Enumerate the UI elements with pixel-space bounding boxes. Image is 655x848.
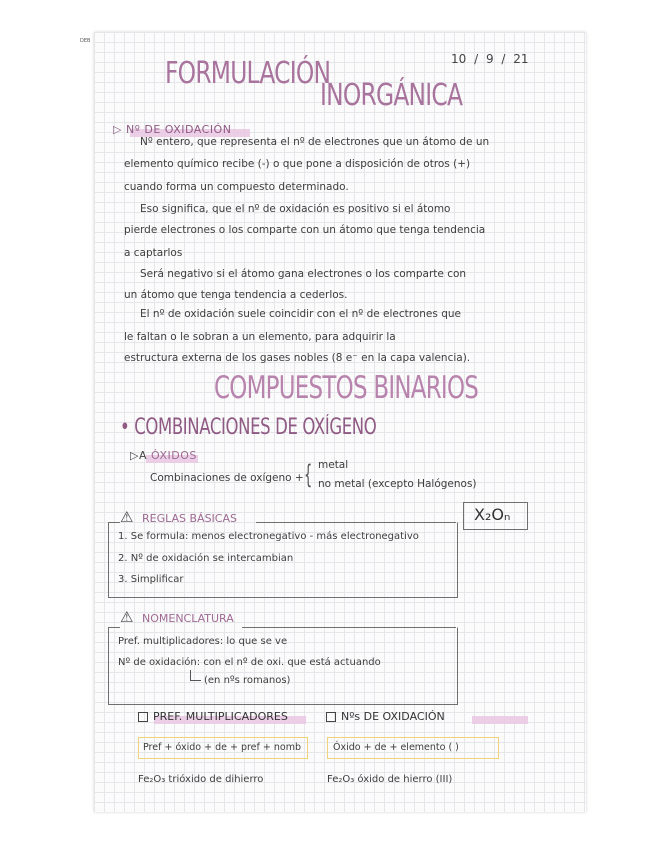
nomenclatura-line: Nº de oxidación: con el nº de oxi. que está actuando: [118, 657, 381, 668]
corner-mark: DEB: [80, 38, 91, 44]
oxidacion-line: El nº de oxidación suele coincidir con el nº de electrones que: [140, 308, 461, 320]
reglas-box-top-left: [108, 522, 120, 523]
right-column-heading-text: Nºs DE OXIDACIÓN: [341, 710, 445, 723]
binarios-title: COMPUESTOS BINARIOS: [214, 370, 479, 406]
oxidacion-line: pierde electrones o los comparte con un átomo que tenga tendencia: [124, 224, 486, 236]
nomenclatura-line: (en nºs romanos): [204, 675, 291, 686]
nomenclatura-line: Pref. multiplicadores: lo que se ve: [118, 636, 288, 647]
nomenclatura-box-top-right: [242, 627, 456, 628]
nomenclatura-heading: NOMENCLATURA: [142, 612, 234, 625]
warning-icon: ⚠: [120, 608, 134, 626]
right-column-heading: [326, 710, 445, 723]
date: 10 / 9 / 21: [451, 52, 529, 66]
warning-icon: ⚠: [120, 508, 134, 526]
brace-icon: {: [304, 460, 313, 490]
right-formula: Óxido + de + elemento ( ): [333, 742, 459, 753]
oxidacion-line: estructura externa de los gases nobles (8 e⁻ en la capa valencia).: [124, 352, 471, 364]
left-column-heading-text: PREF. MULTIPLICADORES: [153, 710, 288, 723]
triangle-marker-icon: ▷A: [130, 449, 147, 462]
regla-item: 1. Se formula: menos electronegativo - más electronegativo: [118, 531, 419, 542]
left-column-heading: [138, 710, 288, 723]
oxidos-heading-text: ÓXIDOS: [150, 449, 197, 462]
checkbox-icon: [326, 712, 336, 722]
oxidacion-heading: [113, 123, 231, 136]
checkbox-icon: [138, 712, 148, 722]
left-example: Fe₂O₃ trióxido de dihierro: [138, 774, 264, 785]
right-example: Fe₂O₃ óxido de hierro (III): [327, 774, 453, 785]
title-line2: INORGÁNICA: [320, 78, 463, 113]
nomenclatura-box-top-left: [108, 627, 120, 628]
reglas-box-top-right: [256, 522, 456, 523]
oxidacion-heading-text: Nº DE OXIDACIÓN: [125, 123, 232, 136]
triangle-marker-icon: ▷: [113, 123, 122, 136]
oxidacion-line: un átomo que tenga tendencia a cederlos.: [124, 289, 348, 301]
oxidacion-line: cuando forma un compuesto determinado.: [124, 181, 349, 193]
branch-metal: metal: [318, 459, 349, 471]
oxidacion-line: elemento químico recibe (-) o que pone a disposición de otros (+): [124, 158, 471, 170]
regla-item: 2. Nº de oxidación se intercambian: [118, 553, 294, 564]
oxidacion-line: le faltan o le sobran a un elemento, para adquirir la: [124, 331, 396, 343]
formula-text: X₂Oₙ: [474, 505, 511, 524]
branch-no-metal: no metal (excepto Halógenos): [318, 478, 477, 490]
oxidacion-line: a captarlos: [124, 247, 183, 259]
oxidacion-line: Será negativo si el átomo gana electrones o los comparte con: [140, 268, 467, 280]
regla-item: 3. Simplificar: [118, 574, 184, 585]
title-line1: FORMULACIÓN: [165, 56, 331, 91]
left-formula: Pref + óxido + de + pref + nomb: [143, 742, 301, 753]
oxidos-heading: [130, 449, 197, 462]
combinaciones-label: Combinaciones de oxígeno +: [150, 472, 304, 484]
arrow-corner-icon: [190, 670, 201, 681]
combinaciones-subtitle: • COMBINACIONES DE OXÍGENO: [120, 415, 377, 440]
oxidacion-line: Nº entero, que representa el nº de electrones que un átomo de un: [140, 136, 490, 148]
reglas-heading: REGLAS BÁSICAS: [142, 512, 237, 525]
right-heading-highlight: [472, 716, 528, 724]
oxidacion-line: Eso significa, que el nº de oxidación es positivo si el átomo: [140, 203, 451, 215]
